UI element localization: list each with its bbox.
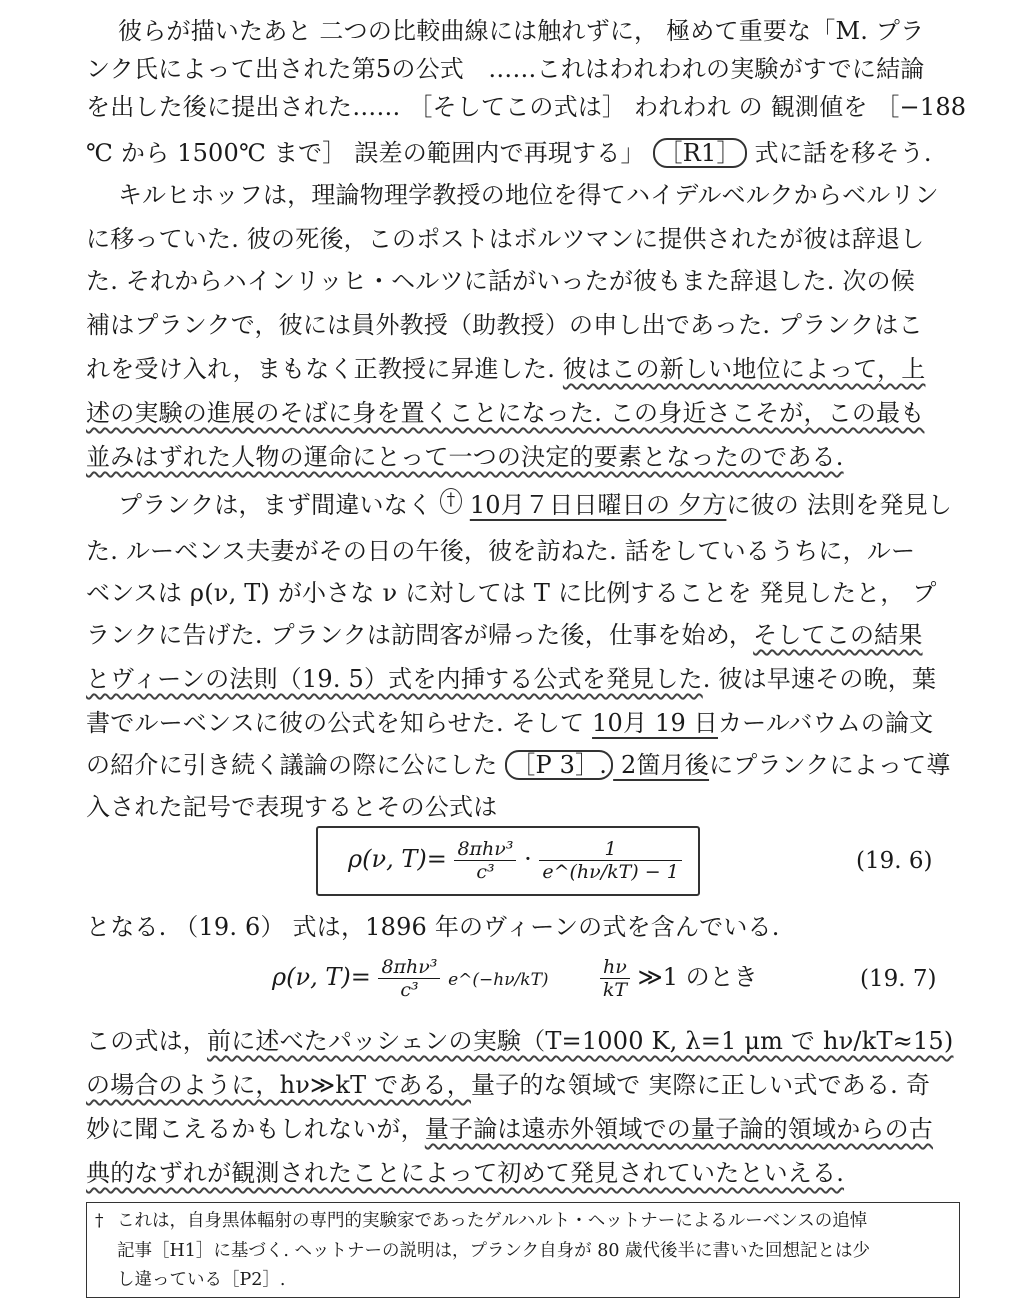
text: 補はプランクで，彼には員外教授（助教授）の申し出であった. プランクはこ <box>86 311 923 339</box>
text: ンク氏によって出された第5の公式 ……これはわれわれの実験がすでに結論 <box>86 55 925 83</box>
text-line <box>118 14 956 48</box>
text-line <box>118 178 956 212</box>
text-line <box>86 662 956 696</box>
text: 量子的な領域で 実際に正しい式である. 奇 <box>470 1071 931 1099</box>
denominator: c³ <box>476 861 495 883</box>
numerator: 1 <box>539 838 681 861</box>
text-line <box>86 790 956 824</box>
text: . 彼は早速その晩，葉 <box>702 665 937 693</box>
equation-number: (19. 6) <box>856 848 933 874</box>
footnote-line: 記事［H1］に基づく. ヘットナーの説明は，プランク自身が 80 歳代後半に書いた回想記とは少 <box>117 1241 871 1261</box>
underlined-text: の場合のように，hν≫kT である， <box>86 1071 471 1099</box>
underlined-text: とヴィーンの法則（19. 5）式を内挿する公式を発見した <box>86 665 703 693</box>
equation-lhs: ρ(ν, T)= <box>272 963 371 991</box>
fraction <box>378 956 440 1001</box>
equation-19-6 <box>348 838 682 883</box>
text-line <box>86 440 956 474</box>
underlined-text: 彼はこの新しい地位によって，上 <box>562 355 926 383</box>
text: 入された記号で表現するとその公式は <box>86 793 498 821</box>
denominator: c³ <box>400 979 419 1001</box>
text-line <box>86 264 956 298</box>
text: れを受け入れ，まもなく正教授に昇進した. <box>86 355 563 383</box>
text-line <box>86 308 956 342</box>
underlined-text: 典的なずれが観測されたことによって初めて発見されていたといえる. <box>86 1159 845 1187</box>
numerator: 8πhν³ <box>378 956 440 979</box>
text-line <box>118 488 956 522</box>
text-line <box>86 352 956 386</box>
underlined-text: そしてこの結果 <box>753 621 923 649</box>
text: この式は， <box>86 1027 207 1055</box>
text-line <box>86 576 956 610</box>
numerator: 8πhν³ <box>454 838 516 861</box>
text: に移っていた. 彼の死後，このポストはボルツマンに提供されたが彼は辞退し <box>86 225 925 253</box>
equation-19-7 <box>272 956 758 1001</box>
numerator: hν <box>600 956 630 979</box>
condition: ≫1 のとき <box>637 963 758 991</box>
text: を出した後に提出された…… ［そしてこの式は］ われわれ の 観測値を ［−188 <box>86 93 967 121</box>
text-line <box>86 1156 956 1190</box>
text-line <box>86 534 956 568</box>
text-line <box>86 90 967 124</box>
text-line <box>86 910 956 944</box>
footnote-dagger: † <box>95 1211 104 1231</box>
denominator: e^(hν/kT) − 1 <box>542 861 679 883</box>
footnote-mark: † <box>440 488 462 514</box>
operator: · <box>516 845 540 873</box>
text: プランクは，まず間違いなく <box>118 491 433 519</box>
text-line <box>86 618 956 652</box>
underlined-text: 2箇月後 <box>613 751 710 779</box>
footnote-line: し違っている［P2］. <box>117 1270 286 1290</box>
text-line <box>86 52 956 86</box>
footnote-line: これは，自身黒体輻射の専門的実験家であったゲルハルト・ヘットナーによるルーベンスの追悼 <box>117 1211 868 1231</box>
text: カールバウムの論文 <box>717 709 934 737</box>
text-line <box>86 222 956 256</box>
reference-circled-r1: ［R1］ <box>653 138 747 168</box>
text-line <box>86 1068 956 1102</box>
text-line <box>86 396 956 430</box>
text: 書でルーベンスに彼の公式を知らせた. そして <box>86 709 593 737</box>
underlined-text: 量子論は遠赤外領域での量子論的領域からの古 <box>424 1115 934 1143</box>
underlined-text: 前に述べたパッシェンの実験（T=1000 K, λ=1 μm で hν/kT≈15) <box>207 1027 954 1055</box>
denominator: kT <box>602 979 628 1001</box>
fraction <box>539 838 681 883</box>
text: ランクに告げた. プランクは訪問客が帰った後，仕事を始め， <box>86 621 754 649</box>
text: ベンスは ρ(ν, T) が小さな ν に対しては T に比例することを 発見したと， プ <box>86 579 937 607</box>
reference-circled-p3: ［P 3］. <box>505 750 613 780</box>
text: 式に話を移そう. <box>754 139 932 167</box>
text-line <box>86 1024 956 1058</box>
text: た. ルーベンス夫妻がその日の午後，彼を訪ねた. 話をしているうちに，ルー <box>86 537 916 565</box>
text: ℃ から 1500℃ まで］ 誤差の範囲内で再現する」 <box>86 139 645 167</box>
text-line <box>86 706 956 740</box>
underlined-text: 10月 19 日 <box>592 709 718 737</box>
text: 妙に聞こえるかもしれないが， <box>86 1115 425 1143</box>
equation-number: (19. 7) <box>860 966 937 992</box>
text: た. それからハインリッヒ・ヘルツに話がいったが彼もまた辞退した. 次の候 <box>86 267 915 295</box>
footnote-box <box>86 1202 960 1298</box>
text-line <box>86 136 956 170</box>
text: となる. （19. 6） 式は，1896 年のヴィーンの式を含んでいる. <box>86 913 780 941</box>
fraction <box>600 956 630 1001</box>
text: に彼の 法則を発見し <box>726 491 953 519</box>
text: にプランクによって導 <box>709 751 951 779</box>
text: キルヒホッフは，理論物理学教授の地位を得てハイデルベルクからベルリン <box>118 181 939 209</box>
fraction <box>454 838 516 883</box>
text-line <box>86 748 956 782</box>
text: の紹介に引き続く議論の際に公にした <box>86 751 498 779</box>
underlined-text: 述の実験の進展のそばに身を置くことになった. この身近さこそが，この最も <box>86 399 925 427</box>
underlined-text: 10月７日日曜日の 夕方 <box>469 491 727 519</box>
text: 彼らが描いたあと 二つの比較曲線には触れずに， 極めて重要な「M. プラ <box>118 17 925 45</box>
equation-lhs: ρ(ν, T)= <box>348 845 447 873</box>
exponential: e^(−hν/kT) <box>448 970 549 990</box>
text-line <box>86 1112 956 1146</box>
underlined-text: 並みはずれた人物の運命にとって一つの決定的要素となったのである. <box>86 443 844 471</box>
